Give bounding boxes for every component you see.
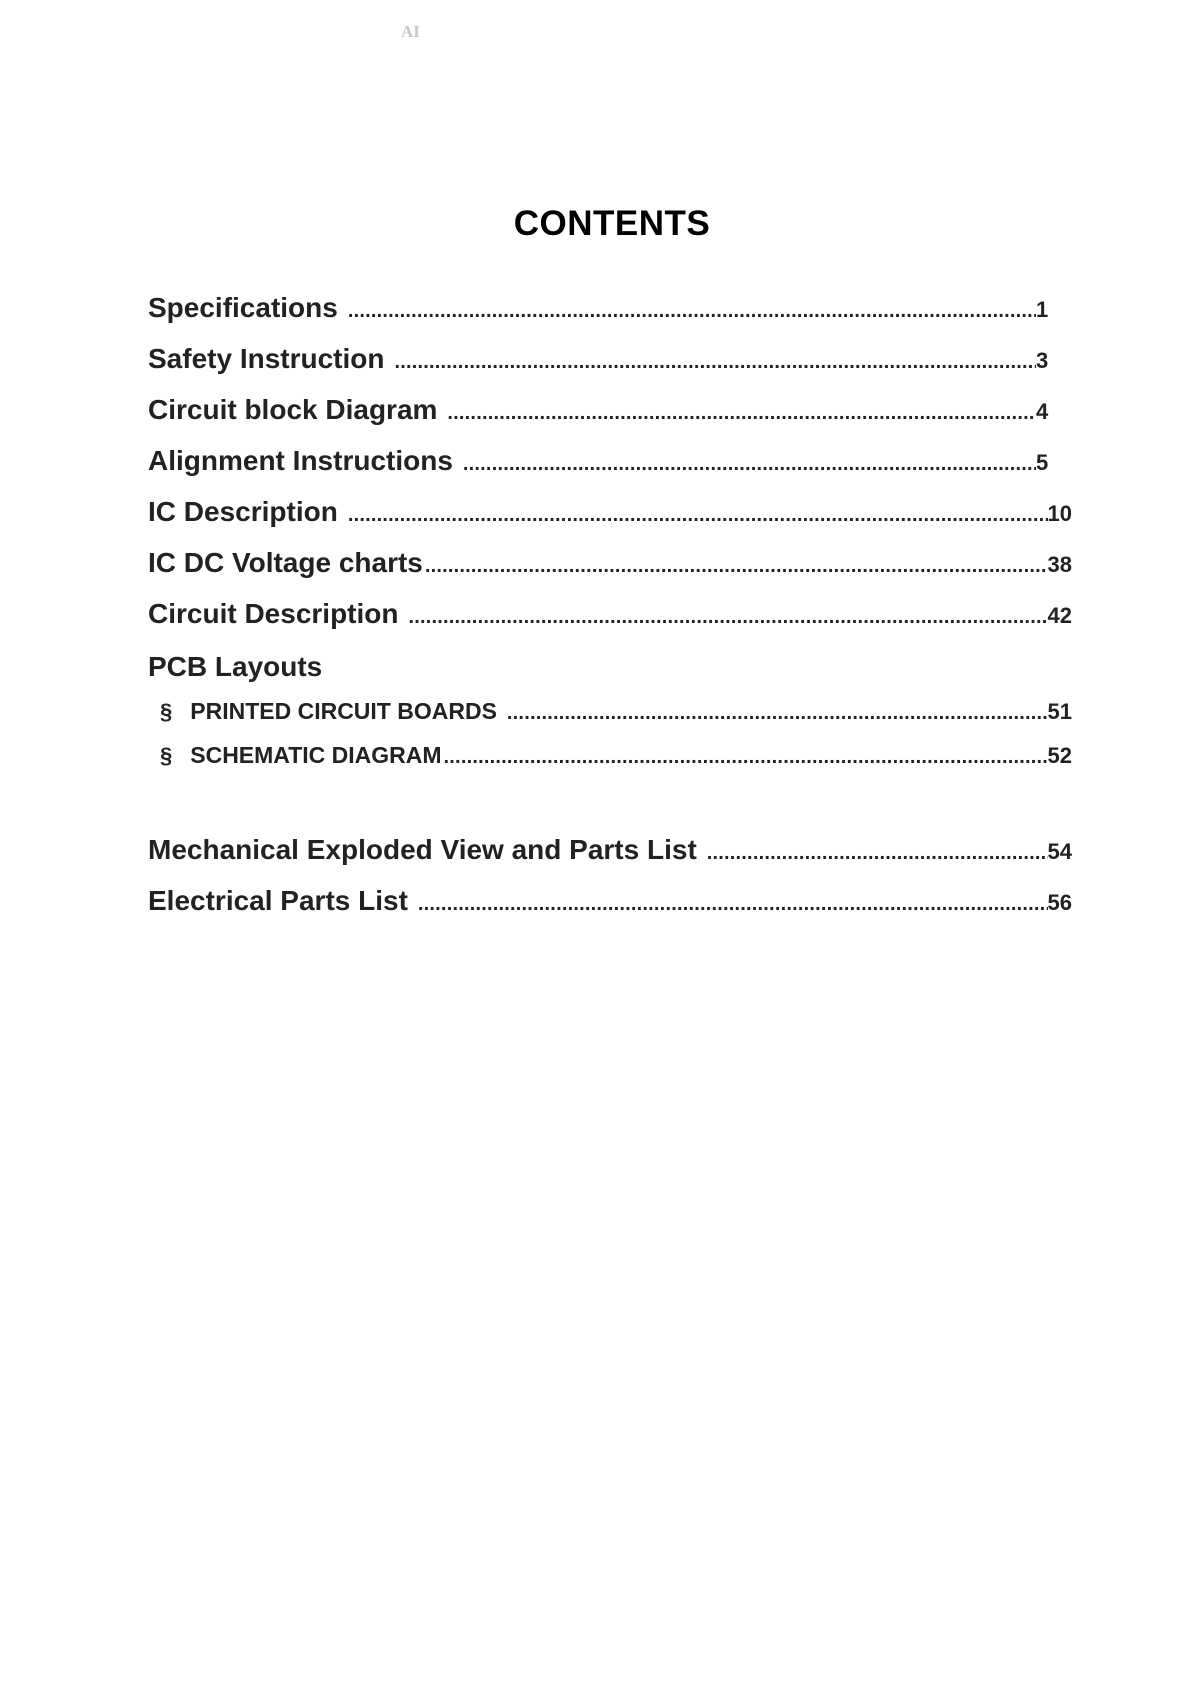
toc-page-number: 38 [1047,552,1072,577]
toc-page-number: 3 [1036,348,1049,373]
toc-page-number: 5 [1036,450,1049,475]
toc-entry-label: IC Description [148,496,338,527]
section-bullet-icon: § [160,743,173,768]
watermark-text: AI [401,22,420,41]
dot-leader [348,300,1036,323]
toc-page-number: 4 [1036,399,1049,424]
toc-page-number: 42 [1047,603,1072,628]
toc-entry-ic-dc-voltage-charts[interactable] [148,547,1072,579]
toc-page-number: 1 [1036,297,1049,322]
toc-entry-label: Electrical Parts List [148,885,408,916]
dot-leader [408,606,1047,629]
dot-leader [444,746,1048,769]
toc-page-number: 56 [1047,890,1072,915]
toc-entry-label: SCHEMATIC DIAGRAM [190,742,442,768]
toc-entry-label: Mechanical Exploded View and Parts List [148,834,697,865]
toc-entry-circuit-block-diagram[interactable] [148,394,1060,426]
toc-page-number: 51 [1047,699,1072,724]
toc-entry-label: Circuit block Diagram [148,394,438,425]
toc-entry-label: IC DC Voltage charts [148,547,423,578]
toc-entry-safety-instruction[interactable] [148,343,1060,375]
toc-heading-pcb-layouts[interactable]: PCB Layouts [148,651,323,682]
toc-entry-label: Safety Instruction [148,343,385,374]
toc-page-number: 54 [1047,839,1072,864]
toc-entry-label: Alignment Instructions [148,445,453,476]
toc-entry-ic-description[interactable] [148,496,1072,528]
toc-entry-circuit-description[interactable] [148,598,1072,630]
dot-leader [348,504,1048,527]
toc-entry-label: PRINTED CIRCUIT BOARDS [190,698,497,724]
section-bullet-icon: § [160,699,173,724]
toc-sub-entry-schematic-diagram[interactable] [160,742,1072,769]
dot-leader [394,351,1036,374]
toc-entry-label: Specifications [148,292,338,323]
toc-page-number: 10 [1047,501,1072,526]
toc-sub-entry-printed-circuit-boards[interactable] [160,698,1072,725]
toc-entry-specifications[interactable] [148,292,1060,324]
toc-entry-electrical-parts-list[interactable] [148,885,1072,917]
page-title: CONTENTS [513,204,711,243]
dot-leader [707,842,1048,865]
dot-leader [447,402,1036,425]
dot-leader [425,555,1048,578]
toc-page-number: 52 [1047,743,1072,768]
toc-entry-alignment-instructions[interactable] [148,445,1060,477]
dot-leader [463,453,1036,476]
dot-leader [418,893,1048,916]
toc-entry-label: Circuit Description [148,598,399,629]
toc-entry-mechanical-exploded-view[interactable] [148,834,1072,866]
dot-leader [507,702,1048,725]
